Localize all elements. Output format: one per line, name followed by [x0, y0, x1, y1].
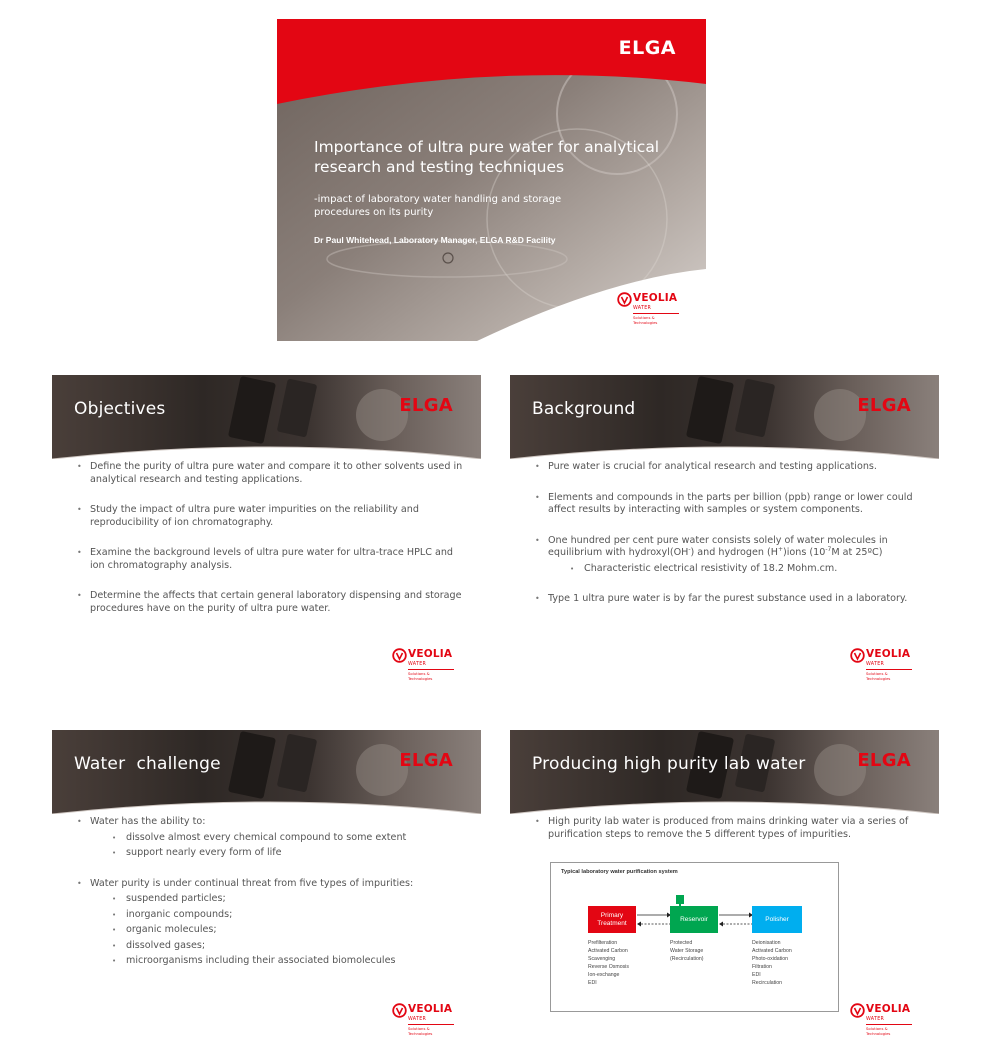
background-slide — [510, 375, 939, 697]
veolia-divider — [408, 1024, 454, 1025]
bullet-text: One hundred per cent pure water consists solely of water molecules in equilibrium with hydroxyl(OH — [548, 534, 888, 558]
veolia-wordmark: VEOLIA — [408, 648, 453, 660]
veolia-tagline: Solutions & Technologies — [866, 1026, 891, 1036]
veolia-wordmark: VEOLIA — [866, 648, 911, 660]
primary-treatment-steps — [588, 939, 629, 988]
veolia-divider — [633, 313, 679, 314]
veolia-logo — [850, 1002, 912, 1036]
sub-bullet-item: • microorganisms including their associated biomolecules — [90, 955, 468, 968]
sub-bullet-item: • support nearly every form of life — [90, 847, 468, 860]
step-item: Scavenging — [588, 956, 616, 963]
bullet-item: • Define the purity of ultra pure water and compare it to other solvents used in analytical research and testing applications. — [76, 461, 468, 486]
sub-bullet-item: • inorganic compounds; — [90, 909, 468, 922]
elga-logo: ELGA — [399, 750, 453, 771]
elga-logo: ELGA — [857, 395, 911, 416]
step-item: Water Storage — [670, 948, 704, 955]
step-item: Recirculation — [752, 980, 782, 987]
veolia-mark-icon — [617, 292, 632, 307]
reservoir-steps — [670, 939, 703, 963]
objectives-slide — [52, 375, 481, 697]
veolia-logo — [617, 291, 679, 325]
step-item: EDI — [752, 972, 761, 979]
bullet-text: M at 25ºC) — [831, 547, 883, 558]
bullet-item: • Elements and compounds in the parts per billion (ppb) range or lower could affect results by interacting with samples or system components. — [534, 492, 926, 517]
reservoir-box: Reservoir — [670, 906, 718, 933]
step-item: Protected — [670, 940, 693, 946]
step-item: Prefilteration — [588, 940, 618, 946]
veolia-divider — [408, 669, 454, 670]
bullet-list — [534, 816, 926, 859]
producing-water-slide — [510, 730, 939, 1052]
bullet-item — [76, 816, 468, 860]
bullet-text: ) and hydrogen (H — [690, 547, 778, 558]
diagram-arrows — [551, 863, 840, 1013]
bullet-item: • High purity lab water is produced from mains drinking water via a series of purification steps to remove the 5 different types of impurities. — [534, 816, 926, 841]
presentation-title: Importance of ultra pure water for analytical research and testing techniques — [314, 138, 660, 176]
presentation-author: Dr Paul Whitehead, Laboratory Manager, ELGA R&D Facility — [314, 235, 556, 245]
polisher-steps — [752, 939, 792, 988]
veolia-water-label: WATER — [633, 306, 652, 311]
veolia-divider — [866, 669, 912, 670]
superscript: + — [777, 545, 783, 553]
presentation-subtitle: -impact of laboratory water handling and storage procedures on its purity — [314, 194, 562, 218]
title-slide — [277, 19, 706, 341]
veolia-tagline: Solutions & Technologies — [866, 671, 891, 681]
bullet-item — [534, 535, 926, 576]
superscript: -7 — [825, 545, 832, 553]
bullet-item: • Study the impact of ultra pure water impurities on the reliability and reproducibility of ion chromatography. — [76, 504, 468, 529]
slide-title: Producing high purity lab water — [532, 754, 806, 774]
polisher-box: Polisher — [752, 906, 802, 933]
slide-title: Background — [532, 399, 636, 419]
veolia-water-label: WATER — [408, 662, 427, 667]
purification-diagram — [550, 862, 839, 1012]
bullet-item: • Examine the background levels of ultra pure water for ultra-trace HPLC and ion chromatography analysis. — [76, 547, 468, 572]
slide-title: Objectives — [74, 399, 166, 419]
bullet-item: • Determine the affects that certain general laboratory dispensing and storage procedures have on the purity of ultra pure water. — [76, 590, 468, 615]
veolia-tagline: Solutions & Technologies — [633, 315, 658, 325]
veolia-logo — [850, 647, 912, 681]
bullet-item — [76, 878, 468, 968]
slide-title: Water challenge — [74, 754, 221, 774]
bullet-list — [76, 816, 468, 986]
elga-logo: ELGA — [857, 750, 911, 771]
veolia-mark-icon — [392, 648, 407, 663]
veolia-water-label: WATER — [408, 1017, 427, 1022]
water-challenge-slide — [52, 730, 481, 1052]
veolia-water-label: WATER — [866, 1017, 885, 1022]
bullet-item: • Type 1 ultra pure water is by far the purest substance used in a laboratory. — [534, 593, 926, 606]
step-item: Filtration — [752, 964, 772, 971]
veolia-tagline: Solutions & Technologies — [408, 1026, 433, 1036]
superscript: - — [688, 545, 691, 553]
elga-logo: ELGA — [618, 37, 676, 59]
veolia-wordmark: VEOLIA — [866, 1003, 911, 1015]
veolia-wordmark: VEOLIA — [408, 1003, 453, 1015]
veolia-water-label: WATER — [866, 662, 885, 667]
step-item: EDI — [588, 980, 597, 987]
bullet-list — [76, 461, 468, 633]
bullet-list — [534, 461, 926, 624]
veolia-tagline: Solutions & Technologies — [408, 671, 433, 681]
sub-bullet-item: • dissolved gases; — [90, 940, 468, 953]
veolia-wordmark: VEOLIA — [633, 292, 678, 304]
step-item: Deionisation — [752, 940, 781, 946]
sub-bullet-item: • Characteristic electrical resistivity of 18.2 Mohm.cm. — [548, 563, 926, 576]
veolia-logo — [392, 647, 454, 681]
veolia-mark-icon — [850, 1003, 865, 1018]
elga-logo: ELGA — [399, 395, 453, 416]
step-item: Activated Carbon — [588, 948, 628, 955]
veolia-mark-icon — [850, 648, 865, 663]
veolia-mark-icon — [392, 1003, 407, 1018]
veolia-divider — [866, 1024, 912, 1025]
primary-treatment-box: Primary Treatment — [588, 906, 636, 933]
bullet-text: Water purity is under continual threat from five types of impurities: — [90, 877, 414, 889]
step-item: Photo-oxidation — [752, 956, 789, 963]
bullet-text: )ions (10 — [782, 547, 826, 558]
bullet-text: Water has the ability to: — [90, 816, 206, 827]
sub-bullet-item: • dissolve almost every chemical compound to some extent — [90, 832, 468, 845]
step-item: Ion-exchange — [588, 972, 620, 979]
step-item: Reverse Osmosis — [588, 964, 629, 971]
sub-bullet-item: • organic molecules; — [90, 924, 468, 937]
step-item: Activated Carbon — [752, 948, 792, 955]
veolia-logo — [392, 1002, 454, 1036]
diagram-title: Typical laboratory water purification system — [561, 869, 678, 875]
sub-bullet-item: • suspended particles; — [90, 893, 468, 906]
bullet-item: • Pure water is crucial for analytical research and testing applications. — [534, 461, 926, 474]
step-item: (Recirculation) — [670, 956, 704, 963]
